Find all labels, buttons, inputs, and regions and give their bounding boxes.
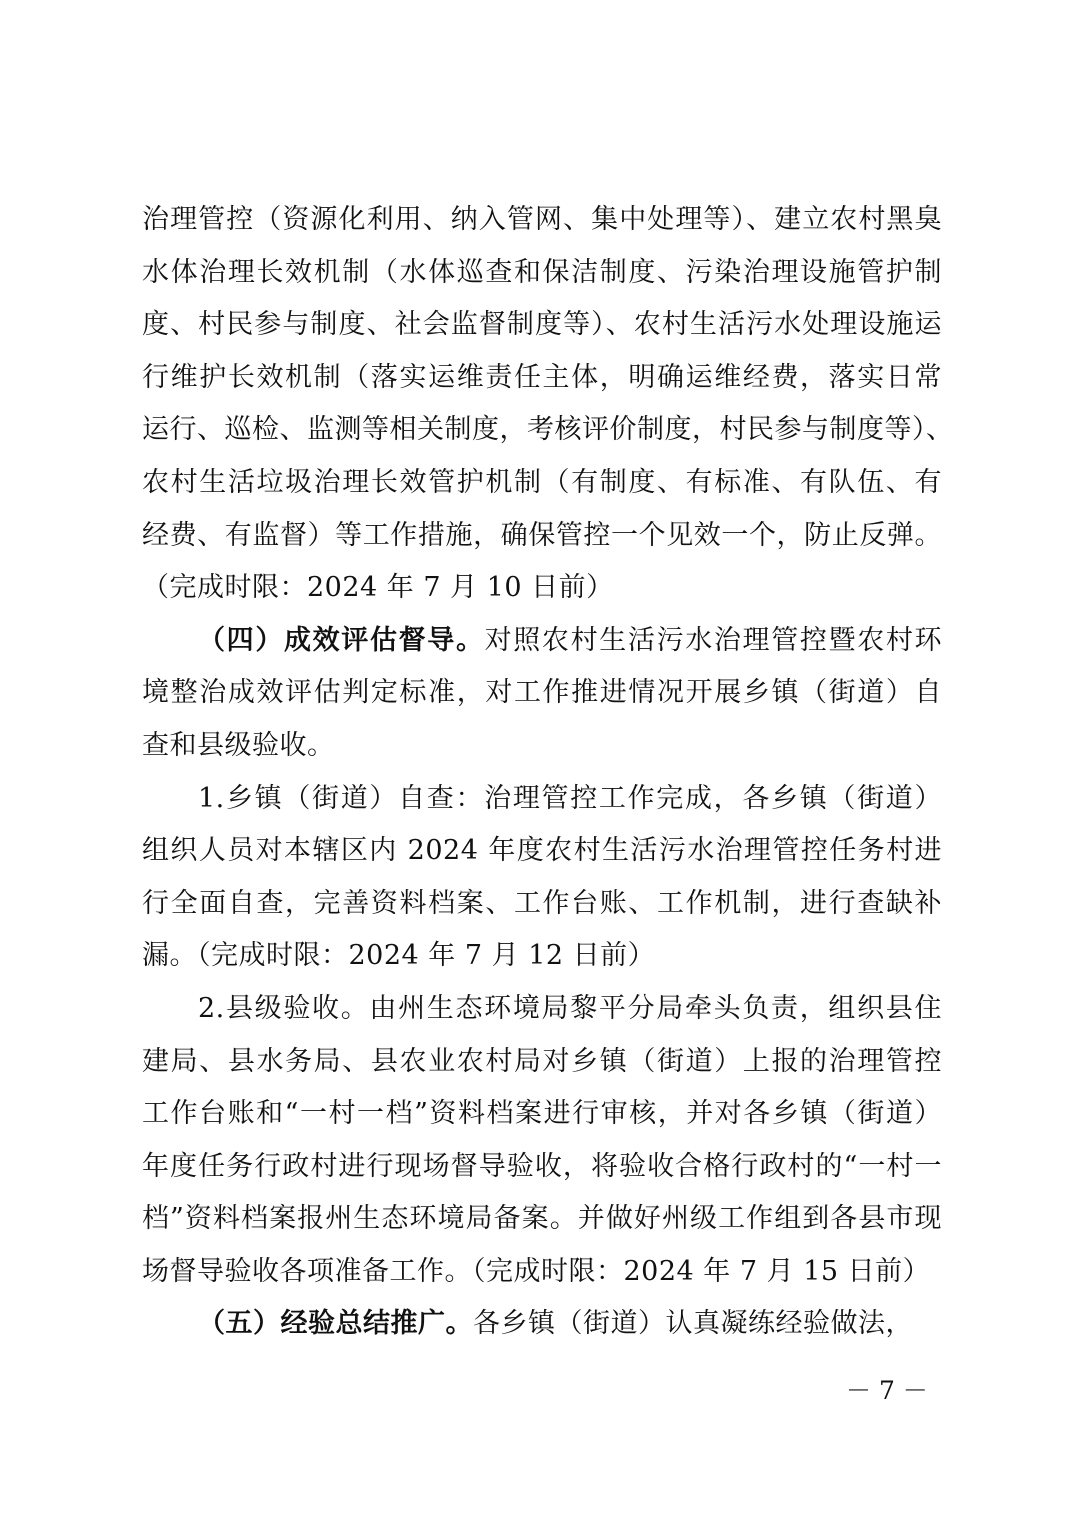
text-line-19: 年度任务行政村进行现场督导验收，将验收合格行政村的“一村一 — [142, 1150, 942, 1182]
section-5-line — [142, 1298, 942, 1351]
text-line-20: 档”资料档案报州生态环境局备案。并做好州级工作组到各县市现 — [142, 1203, 942, 1235]
text-line-17: 建局、县水务局、县农业农村局对乡镇（街道）上报的治理管控 — [142, 1045, 942, 1077]
document-body — [142, 194, 954, 1351]
text-line-18: 工作台账和“一村一档”资料档案进行审核，并对各乡镇（街道） — [142, 1098, 942, 1130]
text-line-6: 农村生活垃圾治理长效管护机制（有制度、有标准、有队伍、有 — [142, 466, 942, 498]
text-line-16: 2.县级验收。由州生态环境局黎平分局牵头负责，组织县住 — [198, 992, 942, 1024]
text-line-1: 治理管控（资源化利用、纳入管网、集中处理等）、建立农村黑臭 — [142, 204, 942, 235]
text-line-11: 查和县级验收。 — [142, 729, 335, 761]
text-line-8: （完成时限：2024 年 7 月 10 日前） — [142, 572, 614, 604]
section-4-line — [142, 615, 942, 668]
section-5-heading: （五）经验总结推广。 — [198, 1308, 473, 1340]
text-line-13: 组织人员对本辖区内 2024 年度农村生活污水治理管控任务村进 — [142, 835, 942, 867]
text-line-12: 1.乡镇（街道）自查：治理管控工作完成，各乡镇（街道） — [198, 782, 942, 814]
text-line-14: 行全面自查，完善资料档案、工作台账、工作机制，进行查缺补 — [142, 887, 942, 919]
page-number: － 7 － — [846, 1376, 928, 1405]
text-line-15: 漏。（完成时限：2024 年 7 月 12 日前） — [142, 940, 656, 972]
text-line-5: 运行、巡检、监测等相关制度，考核评价制度，村民参与制度等）、 — [142, 414, 954, 446]
section-4-heading: （四）成效评估督导。 — [198, 624, 485, 656]
text-line-2: 水体治理长效机制（水体巡查和保洁制度、污染治理设施管护制 — [142, 256, 942, 288]
text-line-7: 经费、有监督）等工作措施，确保管控一个见效一个，防止反弹。 — [142, 519, 942, 551]
section-5-text: 各乡镇（街道）认真凝练经验做法， — [473, 1308, 913, 1340]
text-line-3: 度、村民参与制度、社会监督制度等）、农村生活污水处理设施运 — [142, 309, 942, 341]
text-line-4: 行维护长效机制（落实运维责任主体，明确运维经费，落实日常 — [142, 361, 942, 393]
section-4-text: 对照农村生活污水治理管控暨农村环 — [484, 624, 943, 656]
text-line-10: 境整治成效评估判定标准，对工作推进情况开展乡镇（街道）自 — [142, 677, 942, 709]
text-line-21: 场督导验收各项准备工作。（完成时限：2024 年 7 月 15 日前） — [142, 1255, 931, 1287]
